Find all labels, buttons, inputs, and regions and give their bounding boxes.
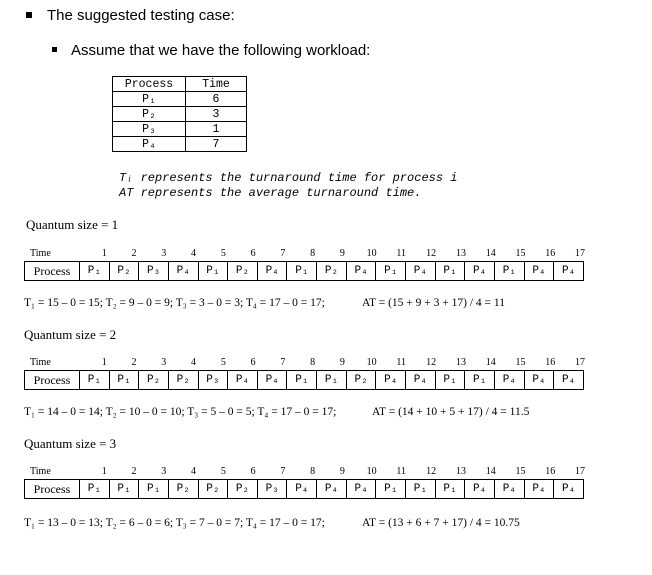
cell-time: 1	[186, 122, 247, 137]
time-tick: 14	[485, 248, 496, 259]
time-ticks	[24, 466, 584, 479]
process-cell: P₄	[317, 480, 347, 498]
time-tick: 12	[426, 357, 437, 368]
process-cell: P₄	[258, 262, 288, 280]
time-tick: 13	[455, 466, 466, 477]
time-tick: 11	[396, 466, 407, 477]
time-tick: 1	[101, 466, 107, 477]
time-tick: 16	[545, 466, 556, 477]
time-label: Time	[30, 248, 51, 259]
time-tick: 5	[220, 466, 226, 477]
process-cell: P₁	[110, 480, 140, 498]
time-tick: 4	[191, 466, 197, 477]
process-cell: P₁	[317, 371, 347, 389]
time-label: Time	[30, 466, 51, 477]
process-cell: P₁	[287, 371, 317, 389]
bullet-icon	[26, 12, 32, 18]
process-cell: P₄	[406, 371, 436, 389]
process-cell: P₁	[199, 262, 229, 280]
time-tick: 14	[485, 357, 496, 368]
quantum-1-label: Quantum size = 1	[26, 217, 119, 232]
time-tick: 6	[250, 248, 256, 259]
process-cell: P₄	[495, 480, 525, 498]
time-tick: 4	[191, 248, 197, 259]
process-cell: P₄	[525, 480, 555, 498]
time-tick: 5	[220, 357, 226, 368]
table-row	[113, 122, 247, 137]
sub-bullet-icon	[52, 47, 57, 52]
cell-time: 7	[186, 137, 247, 152]
time-tick: 6	[250, 357, 256, 368]
time-tick: 10	[366, 466, 377, 477]
table-row	[113, 107, 247, 122]
time-tick: 3	[161, 466, 167, 477]
process-row	[24, 479, 584, 499]
process-cell: P₄	[406, 262, 436, 280]
time-tick: 15	[515, 357, 526, 368]
average-quantum-3: AT = (13 + 6 + 7 + 17) / 4 = 10.75	[362, 517, 520, 529]
time-tick: 9	[339, 248, 345, 259]
time-tick: 3	[161, 357, 167, 368]
time-tick: 2	[131, 248, 137, 259]
header-time: Time	[186, 77, 247, 92]
process-cell: P₃	[139, 262, 169, 280]
process-cell: P₂	[169, 480, 199, 498]
process-cell: P₄	[465, 480, 495, 498]
process-cell: P₁	[436, 371, 466, 389]
quantum-2-label: Quantum size = 2	[24, 327, 117, 342]
turnaround-quantum-3: T₁ = 13 – 0 = 13; T₂ = 6 – 0 = 6; T₃ = 7 – 0 = 7; T₄ = 17 – 0 = 17;	[24, 517, 325, 529]
cell-time: 3	[186, 107, 247, 122]
process-cell: P₁	[139, 480, 169, 498]
time-tick: 3	[161, 248, 167, 259]
time-tick: 14	[485, 466, 496, 477]
cell-process: P₃	[113, 122, 186, 137]
timeline-quantum-1	[24, 248, 584, 281]
process-label: Process	[25, 480, 80, 498]
time-tick: 6	[250, 466, 256, 477]
time-tick: 15	[515, 466, 526, 477]
process-label: Process	[25, 371, 80, 389]
process-cell: P₁	[495, 262, 525, 280]
cell-process: P₄	[113, 137, 186, 152]
process-cell: P₄	[495, 371, 525, 389]
time-tick: 17	[575, 248, 585, 259]
time-tick: 7	[280, 466, 286, 477]
timeline-quantum-3	[24, 466, 584, 499]
time-tick: 17	[575, 466, 585, 477]
process-cell: P₁	[287, 262, 317, 280]
process-cell: P₄	[347, 262, 377, 280]
process-label: Process	[25, 262, 80, 280]
time-tick: 15	[515, 248, 526, 259]
time-tick: 4	[191, 357, 197, 368]
process-cell: P₄	[525, 262, 555, 280]
process-cell: P₄	[465, 262, 495, 280]
time-tick: 16	[545, 357, 556, 368]
average-quantum-2: AT = (14 + 10 + 5 + 17) / 4 = 11.5	[372, 406, 530, 418]
table-header-row	[113, 77, 247, 92]
process-cell: P₄	[258, 371, 288, 389]
timeline-quantum-2	[24, 357, 584, 390]
cell-process: P₁	[113, 92, 186, 107]
process-cell: P₂	[347, 371, 377, 389]
time-tick: 7	[280, 357, 286, 368]
average-quantum-1: AT = (15 + 9 + 3 + 17) / 4 = 11	[362, 297, 505, 309]
process-row	[24, 370, 584, 390]
time-tick: 11	[396, 248, 407, 259]
quantum-3-label: Quantum size = 3	[24, 436, 117, 451]
time-tick: 17	[575, 357, 585, 368]
process-cell: P₁	[406, 480, 436, 498]
time-tick: 13	[455, 248, 466, 259]
time-tick: 10	[366, 248, 377, 259]
time-tick: 8	[310, 466, 316, 477]
time-tick: 10	[366, 357, 377, 368]
time-tick: 16	[545, 248, 556, 259]
time-label: Time	[30, 357, 51, 368]
process-cell: P₂	[139, 371, 169, 389]
workload-table	[112, 76, 247, 152]
process-cell: P₁	[80, 262, 110, 280]
cell-time: 6	[186, 92, 247, 107]
time-tick: 12	[426, 248, 437, 259]
process-cell: P₄	[376, 371, 406, 389]
process-cell: P₂	[110, 262, 140, 280]
process-cell: P₁	[436, 262, 466, 280]
process-cell: P₄	[287, 480, 317, 498]
time-tick: 7	[280, 248, 286, 259]
time-tick: 2	[131, 357, 137, 368]
time-tick: 1	[101, 248, 107, 259]
time-tick: 8	[310, 248, 316, 259]
process-cell: P₁	[465, 371, 495, 389]
process-cell: P₄	[561, 374, 576, 386]
time-tick: 9	[339, 466, 345, 477]
process-cell: P₄	[347, 480, 377, 498]
time-tick: 11	[396, 357, 407, 368]
process-cell: P₁	[376, 480, 406, 498]
process-cell: P₃	[199, 371, 229, 389]
process-cell: P₄	[525, 371, 555, 389]
cell-process: P₂	[113, 107, 186, 122]
note-turnaround: Tᵢ represents the turnaround time for process i	[119, 171, 458, 185]
time-tick: 5	[220, 248, 226, 259]
time-tick: 13	[455, 357, 466, 368]
process-cell: P₂	[169, 371, 199, 389]
turnaround-quantum-1: T₁ = 15 – 0 = 15; T₂ = 9 – 0 = 9; T₃ = 3 – 0 = 3; T₄ = 17 – 0 = 17;	[24, 297, 325, 309]
process-cell: P₂	[228, 262, 258, 280]
turnaround-quantum-2: T₁ = 14 – 0 = 14; T₂ = 10 – 0 = 10; T₃ = 5 – 0 = 5; T₄ = 17 – 0 = 17;	[24, 406, 337, 418]
process-cell: P₃	[258, 480, 288, 498]
process-cell: P₄	[228, 371, 258, 389]
table-row	[113, 137, 247, 152]
process-cell: P₄	[561, 483, 576, 495]
time-tick: 1	[101, 357, 107, 368]
table-row	[113, 92, 247, 107]
time-tick: 8	[310, 357, 316, 368]
process-cell: P₁	[80, 371, 110, 389]
process-cell: P₂	[228, 480, 258, 498]
note-average: AT represents the average turnaround time.	[119, 186, 422, 200]
process-cell: P₁	[376, 262, 406, 280]
process-cell: P₂	[199, 480, 229, 498]
time-tick: 12	[426, 466, 437, 477]
time-ticks	[24, 357, 584, 370]
process-cell: P₁	[80, 480, 110, 498]
process-cell: P₂	[317, 262, 347, 280]
heading: The suggested testing case:	[47, 7, 235, 24]
process-row	[24, 261, 584, 281]
subheading: Assume that we have the following workload:	[71, 42, 371, 59]
process-cell: P₄	[561, 265, 576, 277]
time-tick: 9	[339, 357, 345, 368]
header-process: Process	[113, 77, 186, 92]
process-cell: P₁	[110, 371, 140, 389]
process-cell: P₁	[436, 480, 466, 498]
process-cell: P₄	[169, 262, 199, 280]
time-ticks	[24, 248, 584, 261]
time-tick: 2	[131, 466, 137, 477]
